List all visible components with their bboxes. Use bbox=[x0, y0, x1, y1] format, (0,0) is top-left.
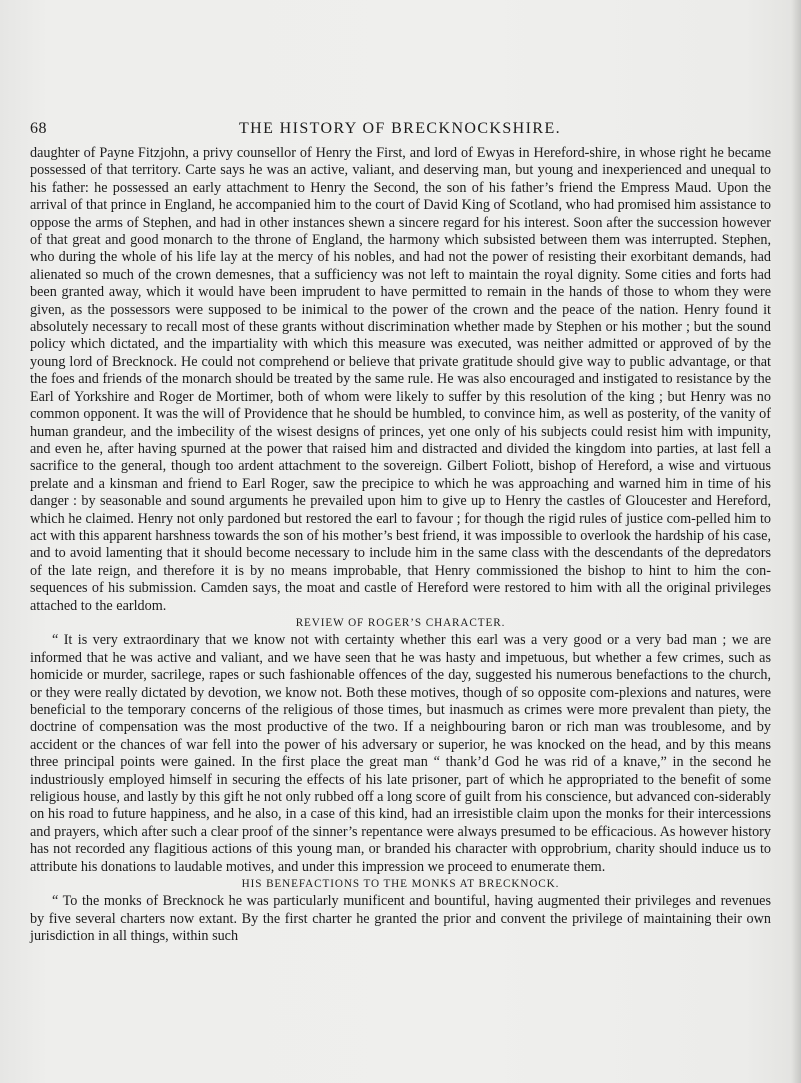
section-heading-review: REVIEW OF ROGER’S CHARACTER. bbox=[295, 616, 506, 629]
body-text bbox=[30, 145, 771, 946]
paragraph-opening: daughter of Payne Fitzjohn, a privy counsellor of Henry the First, and lord of Ewyas in Hereford-shire, in whose right he became possessed of that territory. Carte says he was an active, valiant, and deserving man, but young and inexperienced and unequal to his father: he possessed an early attachment to Henry the Second, the son of his father’s friend the Empress Maud. Upon the arrival of that prince in England, he accompanied him to the court of David King of Scotland, who had promised him assistance to oppose the arms of Stephen, and had in other instances shewn a sincere regard for his interest. Soon after the succession however of that great and good monarch to the throne of England, the harmony which subsisted between them was interrupted. Stephen, who during the whole of his life lay at the mercy of his nobles, and had not the power of resisting their exorbitant demands, had alienated so much of the crown demesnes, that a sufficiency was not left to maintain the royal dignity. Some cities and forts had been granted away, which it would have been imprudent to have permitted to remain in the hands of those to whom they were given, as the possessors were supposed to be inimical to the power of the crown and the peace of the nation. Henry found it absolutely necessary to recall most of these grants without discrimination whether made by Stephen or his mother ; but the sound policy which dictated, and the impartiality with which this measure was executed, was neither admitted or approved of by the young lord of Brecknock. He could not comprehend or believe that private gratitude should give way to public advantage, or that the foes and friends of the monarch should be treated by the same rule. He was also encouraged and instigated to resistance by the Earl of Yorkshire and Roger de Mortimer, both of whom were likely to suffer by this resolution of the king ; but Henry was no common opponent. It was the will of Providence that he should be humbled, to convince him, as well as posterity, of the vanity of human grandeur, and the imbecility of the wisest designs of princes, yet one only of his subjects could resist him with impunity, and even he, after having spurned at the power that raised him and distracted and divided the kingdom into parties, at last fell a sacrifice to the general, though too ardent attachment to the sovereign. Gilbert Foliott, bishop of Hereford, a wise and virtuous prelate and a kinsman and friend to Earl Roger, saw the precipice to which he was approaching and warned him in time of his danger : by seasonable and sound arguments he prevailed upon him to give up to Henry the castles of Gloucester and Hereford, which he claimed. Henry not only pardoned but restored the earl to favour ; for though the rigid rules of justice com-pelled him to act with this apparent harshness towards the son of his mother’s best friend, it was impossible to overlook the hardship of his case, and to avoid lamenting that it should become necessary to include him in the same class with the descendants of the depredators of the late reign, and therefore it is by no means improbable, that Henry commissioned the bishop to hint to him the con-sequences of his submission. Camden says, the moat and castle of Hereford were restored to him with all the original privileges attached to the earldom. bbox=[30, 145, 771, 614]
section-heading-benefactions: HIS BENEFACTIONS TO THE MONKS AT BRECKNOCK. bbox=[241, 878, 560, 891]
page-header bbox=[30, 120, 770, 140]
paragraph-review: “ It is very extraordinary that we know not with certainty whether this earl was a very good or a very bad man ; we are informed that he was active and valiant, and we have seen that he was hasty and impetuous, but whether a few crimes, such as homicide or murder, sacrilege, rapes or such fashionable offences of the day, suggested his numerous benefactions to the church, or they were really dictated by devotion, we know not. Both these motives, though of so opposite com-plexions and natures, were beneficial to the temporary concerns of the religious of those times, but inasmuch as crimes were more prevalent than piety, the doctrine of compensation was the most productive of the two. If a neighbouring baron or rich man was troublesome, and by accident or the chances of war fell into the power of his adversary or superior, he was knocked on the head, and by this means three principal points were gained. In the first place the great man “ thank’d God he was rid of a knave,” in the second he industriously employed himself in securing the effects of his late prisoner, part of which he appropriated to the benefit of some religious house, and lastly by this gift he not only rubbed off a long score of guilt from his conscience, but advanced con-siderably on his road to future happiness, and he also, in a case of this kind, had an irresistible claim upon the monks for their intercessions and prayers, which after such a clear proof of the sinner’s repentance were always presumed to be efficacious. As however history has not recorded any flagitious actions of this young man, or branded his character with opprobrium, charity should induce us to attribute his donations to laudable motives, and under this impression we proceed to enumerate them. bbox=[30, 632, 771, 875]
page-edge-shadow bbox=[791, 0, 801, 1083]
paragraph-benefactions: “ To the monks of Brecknock he was particularly munificent and bountiful, having augmented their privileges and revenues by five several charters now extant. By the first charter he granted the prior and convent the privilege of maintaining their own jurisdiction in all things, within such bbox=[30, 893, 771, 945]
page-number: 68 bbox=[30, 120, 47, 137]
running-title: THE HISTORY OF BRECKNOCKSHIRE. bbox=[238, 120, 562, 137]
